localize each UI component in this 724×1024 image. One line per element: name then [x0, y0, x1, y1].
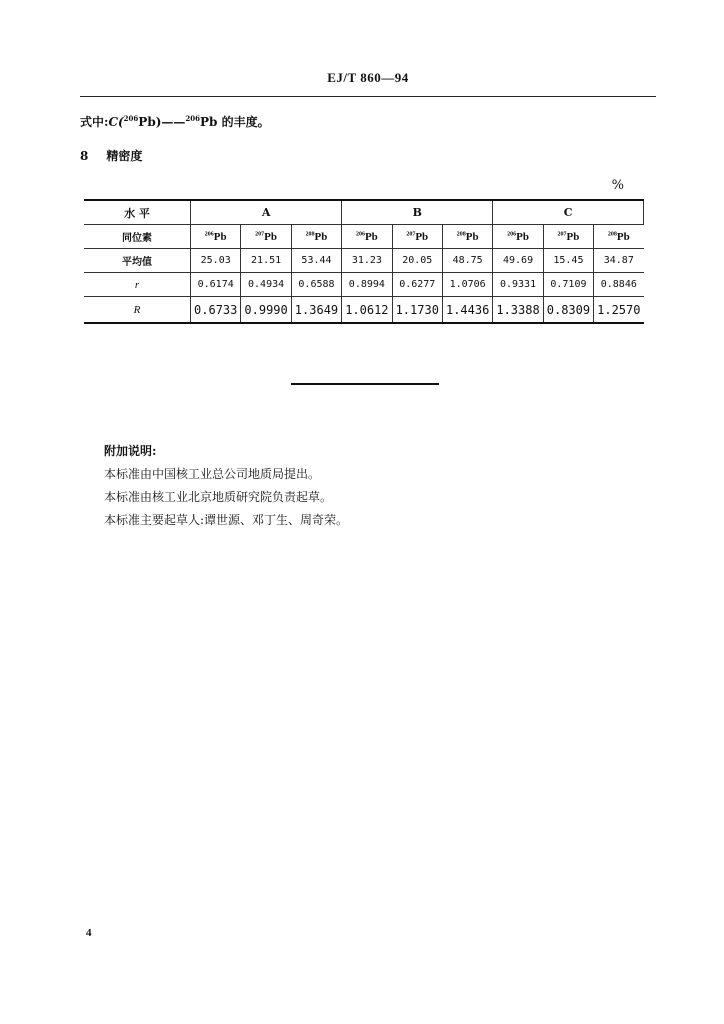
table-cell: 48.75: [442, 249, 492, 273]
level-label: 水 平: [84, 200, 191, 225]
table-cell: 0.6277: [392, 273, 442, 297]
table-cell: 21.51: [241, 249, 291, 273]
table-cell: 1.1730: [392, 297, 442, 324]
table-cell: 53.44: [291, 249, 341, 273]
isotope-cell: $^{208}$Pb: [594, 225, 644, 249]
notes-line: 本标准由核工业北京地质研究院负责起草。: [104, 490, 333, 504]
notes-line: 本标准主要起草人:谭世源、邓丁生、周奇荣。: [104, 513, 349, 527]
table-cell: 1.2570: [594, 297, 644, 324]
table-cell: 0.9331: [493, 273, 543, 297]
additional-notes: [104, 440, 348, 532]
table-cell: 0.8994: [342, 273, 392, 297]
table-cell: 0.6174: [191, 273, 241, 297]
group-a-header: A: [191, 200, 342, 225]
formula-note: [80, 113, 270, 130]
formula-sup-2: 206: [185, 114, 201, 123]
table-row-mean: [84, 249, 644, 273]
isotope-cell: $^{206}$Pb: [342, 225, 392, 249]
isotope-cell: $^{206}$Pb: [493, 225, 543, 249]
table-cell: 0.9990: [241, 297, 291, 324]
group-b-header: B: [342, 200, 493, 225]
isotope-cell: $^{208}$Pb: [291, 225, 341, 249]
formula-element-2: Pb 的丰度。: [200, 115, 270, 129]
notes-line: 本标准由中国核工业总公司地质局提出。: [104, 467, 321, 481]
table-cell: 15.45: [543, 249, 593, 273]
repeatability-row-label: r: [84, 273, 191, 297]
table-cell: 20.05: [392, 249, 442, 273]
table-cell: 1.3649: [291, 297, 341, 324]
document-code-header: EJ/T 860—94: [327, 70, 409, 85]
page-number: 4: [86, 927, 92, 939]
notes-title: 附加说明:: [104, 444, 157, 458]
table-cell: 0.8309: [543, 297, 593, 324]
table-cell: 0.4934: [241, 273, 291, 297]
group-c-header: C: [493, 200, 644, 225]
reproducibility-row-label: R: [84, 297, 191, 324]
table-cell: 0.7109: [543, 273, 593, 297]
formula-var: C(: [108, 115, 124, 129]
table-cell: 34.87: [594, 249, 644, 273]
isotope-row-label: 同位素: [84, 225, 191, 249]
table-row-repeatability: [84, 273, 644, 297]
unit-label: %: [611, 178, 624, 193]
section-number: 8: [80, 149, 89, 163]
formula-sup-1: 206: [123, 114, 139, 123]
isotope-cell: $^{206}$Pb: [191, 225, 241, 249]
isotope-cell: $^{207}$Pb: [392, 225, 442, 249]
table-cell: 0.6733: [191, 297, 241, 324]
table-row-levels: [84, 200, 644, 225]
isotope-cell: $^{207}$Pb: [543, 225, 593, 249]
table-row-reproducibility: [84, 297, 644, 324]
section-heading: [80, 147, 142, 164]
header-rule: [80, 96, 656, 97]
section-title: 精密度: [106, 149, 143, 163]
table-cell: 0.8846: [594, 273, 644, 297]
table-cell: 25.03: [191, 249, 241, 273]
isotope-cell: $^{208}$Pb: [442, 225, 492, 249]
mean-row-label: 平均值: [84, 249, 191, 273]
table-cell: 1.0706: [442, 273, 492, 297]
formula-element-1: Pb)——: [138, 115, 186, 129]
table-row-isotopes: [84, 225, 644, 249]
table-cell: 1.3388: [493, 297, 543, 324]
table-cell: 31.23: [342, 249, 392, 273]
table-cell: 49.69: [493, 249, 543, 273]
isotope-cell: $^{207}$Pb: [241, 225, 291, 249]
formula-prefix: 式中:: [80, 115, 109, 129]
table-cell: 1.0612: [342, 297, 392, 324]
table-cell: 1.4436: [442, 297, 492, 324]
precision-table: [84, 199, 644, 324]
end-divider: [291, 383, 439, 385]
table-cell: 0.6588: [291, 273, 341, 297]
